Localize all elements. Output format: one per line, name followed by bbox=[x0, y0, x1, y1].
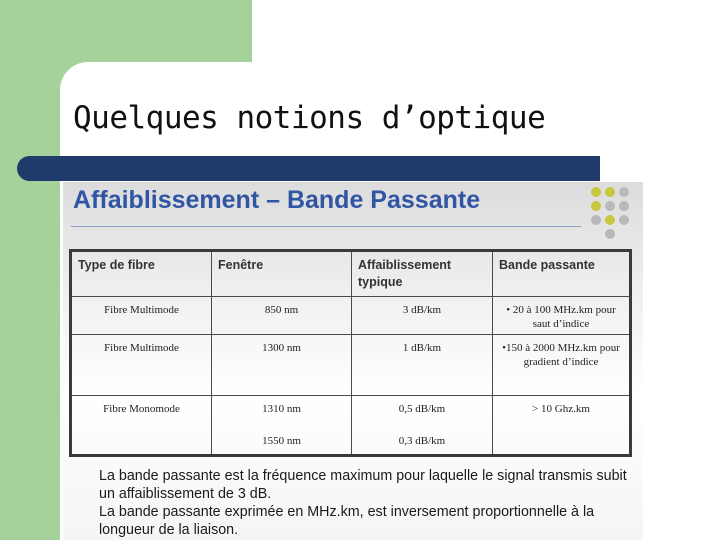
cell-attenuation: 3 dB/km bbox=[352, 297, 493, 335]
dot bbox=[605, 215, 615, 225]
header-type: Type de fibre bbox=[71, 251, 212, 297]
cell-type-value: Fibre Monomode bbox=[103, 402, 180, 415]
cell-type bbox=[71, 395, 212, 455]
cell-bandwidth: • 20 à 100 MHz.km pour saut d’indice bbox=[493, 297, 631, 335]
table-header-row bbox=[71, 251, 631, 297]
dot bbox=[605, 201, 615, 211]
dot bbox=[591, 201, 601, 211]
note-paragraph: La bande passante exprimée en MHz.km, est inversement proportionnelle à la longueur de la liaison. bbox=[99, 504, 595, 538]
header-bandwidth: Bande passante bbox=[493, 251, 631, 297]
cell-window: 850 nm bbox=[212, 297, 352, 335]
cell-window bbox=[212, 395, 352, 455]
note-paragraph: La bande passante est la fréquence maximum pour laquelle le signal transmis subit un affaiblissement de 3 dB. bbox=[99, 468, 627, 502]
dot bbox=[591, 215, 601, 225]
header-attenuation: Affaiblissement typique bbox=[352, 251, 493, 297]
header-window: Fenêtre bbox=[212, 251, 352, 297]
title-underline-bar bbox=[17, 156, 600, 181]
cell-window-value-2: 1550 nm bbox=[262, 434, 301, 447]
cell-window-value: 1310 nm bbox=[262, 402, 301, 415]
decor-dots-icon bbox=[591, 187, 641, 247]
decor-green-strip bbox=[0, 0, 60, 540]
cell-attenuation: 1 dB/km bbox=[352, 334, 493, 395]
dot bbox=[619, 187, 629, 197]
cell-attenuation bbox=[352, 395, 493, 455]
cell-attenuation-value: 0,5 dB/km bbox=[398, 402, 446, 415]
figure-notes bbox=[99, 468, 639, 540]
cell-attenuation-value-2: 0,3 dB/km bbox=[398, 434, 446, 447]
figure-title-rule bbox=[71, 226, 581, 227]
cell-type: Fibre Multimode bbox=[71, 297, 212, 335]
dot bbox=[619, 215, 629, 225]
cell-type: Fibre Multimode bbox=[71, 334, 212, 395]
dot bbox=[619, 201, 629, 211]
figure-title: Affaiblissement – Bande Passante bbox=[73, 186, 481, 214]
cell-bandwidth-value: > 10 Ghz.km bbox=[532, 402, 590, 415]
cell-bandwidth: •150 à 2000 MHz.km pour gradient d’indice bbox=[493, 334, 631, 395]
cell-window: 1300 nm bbox=[212, 334, 352, 395]
table-row bbox=[71, 395, 631, 455]
table-row bbox=[71, 334, 631, 395]
slide-title: Quelques notions d’optique bbox=[73, 100, 546, 136]
dot bbox=[591, 187, 601, 197]
dot bbox=[605, 187, 615, 197]
table-row bbox=[71, 297, 631, 335]
embedded-figure bbox=[63, 182, 643, 540]
cell-bandwidth bbox=[493, 395, 631, 455]
dot bbox=[605, 229, 615, 239]
fiber-spec-table bbox=[69, 249, 632, 457]
